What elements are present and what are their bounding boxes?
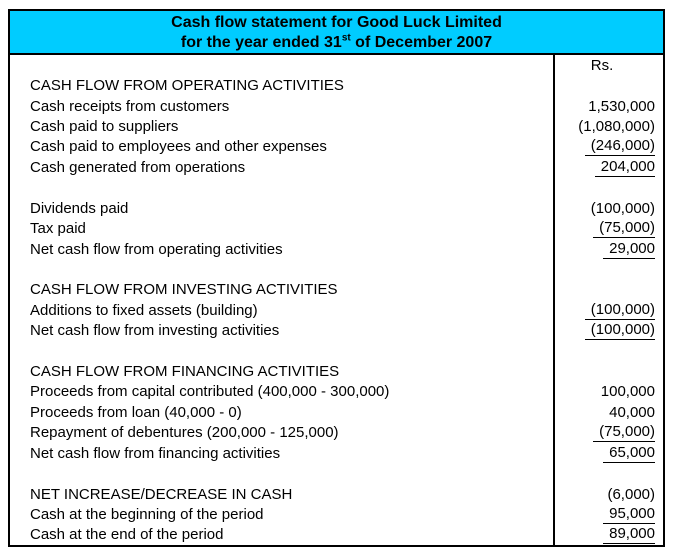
amount-value: (1,080,000) bbox=[578, 117, 655, 135]
row-amount-cell bbox=[553, 116, 663, 136]
row-label: CASH FLOW FROM OPERATING ACTIVITIES bbox=[30, 77, 344, 95]
row-label: Cash paid to suppliers bbox=[30, 117, 179, 135]
row-label: Tax paid bbox=[30, 220, 86, 238]
row-label: Proceeds from loan (40,000 - 0) bbox=[30, 403, 242, 421]
statement-row-blank bbox=[10, 259, 663, 279]
statement-row-item bbox=[10, 443, 663, 463]
statement-row-item bbox=[10, 525, 663, 545]
statement-row-item bbox=[10, 423, 663, 443]
statement-row-item bbox=[10, 402, 663, 422]
row-label: Net cash flow from financing activities bbox=[30, 444, 281, 462]
row-label: Cash receipts from customers bbox=[30, 97, 230, 115]
row-amount-cell bbox=[553, 423, 663, 443]
amount-value: 100,000 bbox=[600, 383, 655, 401]
statement-row-item bbox=[10, 218, 663, 238]
row-amount-cell bbox=[553, 280, 663, 300]
row-amount-cell bbox=[553, 463, 663, 483]
row-amount-cell bbox=[553, 443, 663, 463]
amount-value: 1,530,000 bbox=[588, 97, 655, 115]
row-amount-cell bbox=[553, 504, 663, 524]
row-amount-cell bbox=[553, 239, 663, 259]
row-amount-cell bbox=[553, 402, 663, 422]
amount-value: 204,000 bbox=[595, 158, 655, 177]
row-label: Repayment of debentures (200,000 - 125,000) bbox=[30, 424, 339, 442]
statement-row-item bbox=[10, 96, 663, 116]
row-amount-cell bbox=[553, 341, 663, 361]
row-amount-cell bbox=[553, 218, 663, 238]
row-amount-cell bbox=[553, 75, 663, 95]
column-header-row bbox=[10, 55, 663, 75]
row-label: Cash paid to employees and other expenses bbox=[30, 138, 327, 156]
amount-value: 95,000 bbox=[603, 505, 655, 524]
row-label: CASH FLOW FROM INVESTING ACTIVITIES bbox=[30, 281, 338, 299]
row-amount-cell bbox=[553, 361, 663, 381]
statement-row-section bbox=[10, 280, 663, 300]
amount-value: 29,000 bbox=[603, 240, 655, 259]
row-label: Proceeds from capital contributed (400,000 - 300,000) bbox=[30, 383, 390, 401]
amount-value: (6,000) bbox=[607, 485, 655, 503]
row-label: NET INCREASE/DECREASE IN CASH bbox=[30, 485, 293, 503]
row-amount-cell bbox=[553, 96, 663, 116]
amount-value: 40,000 bbox=[609, 403, 655, 421]
title-line-2-suffix: of December 2007 bbox=[350, 34, 493, 51]
statement-row-item bbox=[10, 116, 663, 136]
row-label: Dividends paid bbox=[30, 199, 129, 217]
cash-flow-statement bbox=[8, 9, 665, 547]
row-label: CASH FLOW FROM FINANCING ACTIVITIES bbox=[30, 363, 340, 381]
row-amount-cell bbox=[553, 300, 663, 320]
row-label: Cash at the end of the period bbox=[30, 526, 224, 544]
statement-row-item bbox=[10, 137, 663, 157]
statement-row-blank bbox=[10, 178, 663, 198]
row-amount-cell bbox=[553, 198, 663, 218]
row-amount-cell bbox=[553, 178, 663, 198]
statement-row-section bbox=[10, 361, 663, 381]
row-label: Additions to fixed assets (building) bbox=[30, 301, 258, 319]
row-amount-cell bbox=[553, 525, 663, 545]
statement-title-band bbox=[10, 11, 663, 55]
amount-value: (75,000) bbox=[593, 423, 655, 442]
title-line-2-prefix: for the year ended 31 bbox=[180, 34, 342, 51]
row-label: Net cash flow from operating activities bbox=[30, 240, 283, 258]
statement-row-section bbox=[10, 75, 663, 95]
amount-column-header: Rs. bbox=[553, 55, 663, 75]
row-label: Cash generated from operations bbox=[30, 158, 246, 176]
row-amount-cell bbox=[553, 382, 663, 402]
amount-value: (75,000) bbox=[593, 219, 655, 238]
statement-row-item bbox=[10, 504, 663, 524]
amount-value: (246,000) bbox=[585, 137, 655, 156]
statement-row-item bbox=[10, 239, 663, 259]
title-ordinal-superscript: st bbox=[341, 32, 351, 44]
row-amount-cell bbox=[553, 320, 663, 340]
statement-row-item bbox=[10, 198, 663, 218]
row-amount-cell bbox=[553, 137, 663, 157]
row-label: Cash at the beginning of the period bbox=[30, 505, 264, 523]
statement-row-item bbox=[10, 157, 663, 177]
statement-row-blank bbox=[10, 463, 663, 483]
title-line-2 bbox=[10, 33, 663, 53]
title-line-1: Cash flow statement for Good Luck Limited bbox=[171, 14, 502, 31]
amount-value: (100,000) bbox=[585, 301, 655, 320]
row-label: Net cash flow from investing activities bbox=[30, 322, 280, 340]
statement-row-section bbox=[10, 484, 663, 504]
statement-row-item bbox=[10, 320, 663, 340]
statement-row-item bbox=[10, 300, 663, 320]
row-amount-cell bbox=[553, 259, 663, 279]
amount-value: (100,000) bbox=[590, 199, 655, 217]
statement-row-blank bbox=[10, 341, 663, 361]
row-amount-cell bbox=[553, 484, 663, 504]
statement-row-item bbox=[10, 382, 663, 402]
statement-body bbox=[10, 55, 663, 545]
row-amount-cell bbox=[553, 157, 663, 177]
amount-value: 89,000 bbox=[603, 525, 655, 544]
amount-value: (100,000) bbox=[585, 321, 655, 340]
amount-value: 65,000 bbox=[603, 444, 655, 463]
